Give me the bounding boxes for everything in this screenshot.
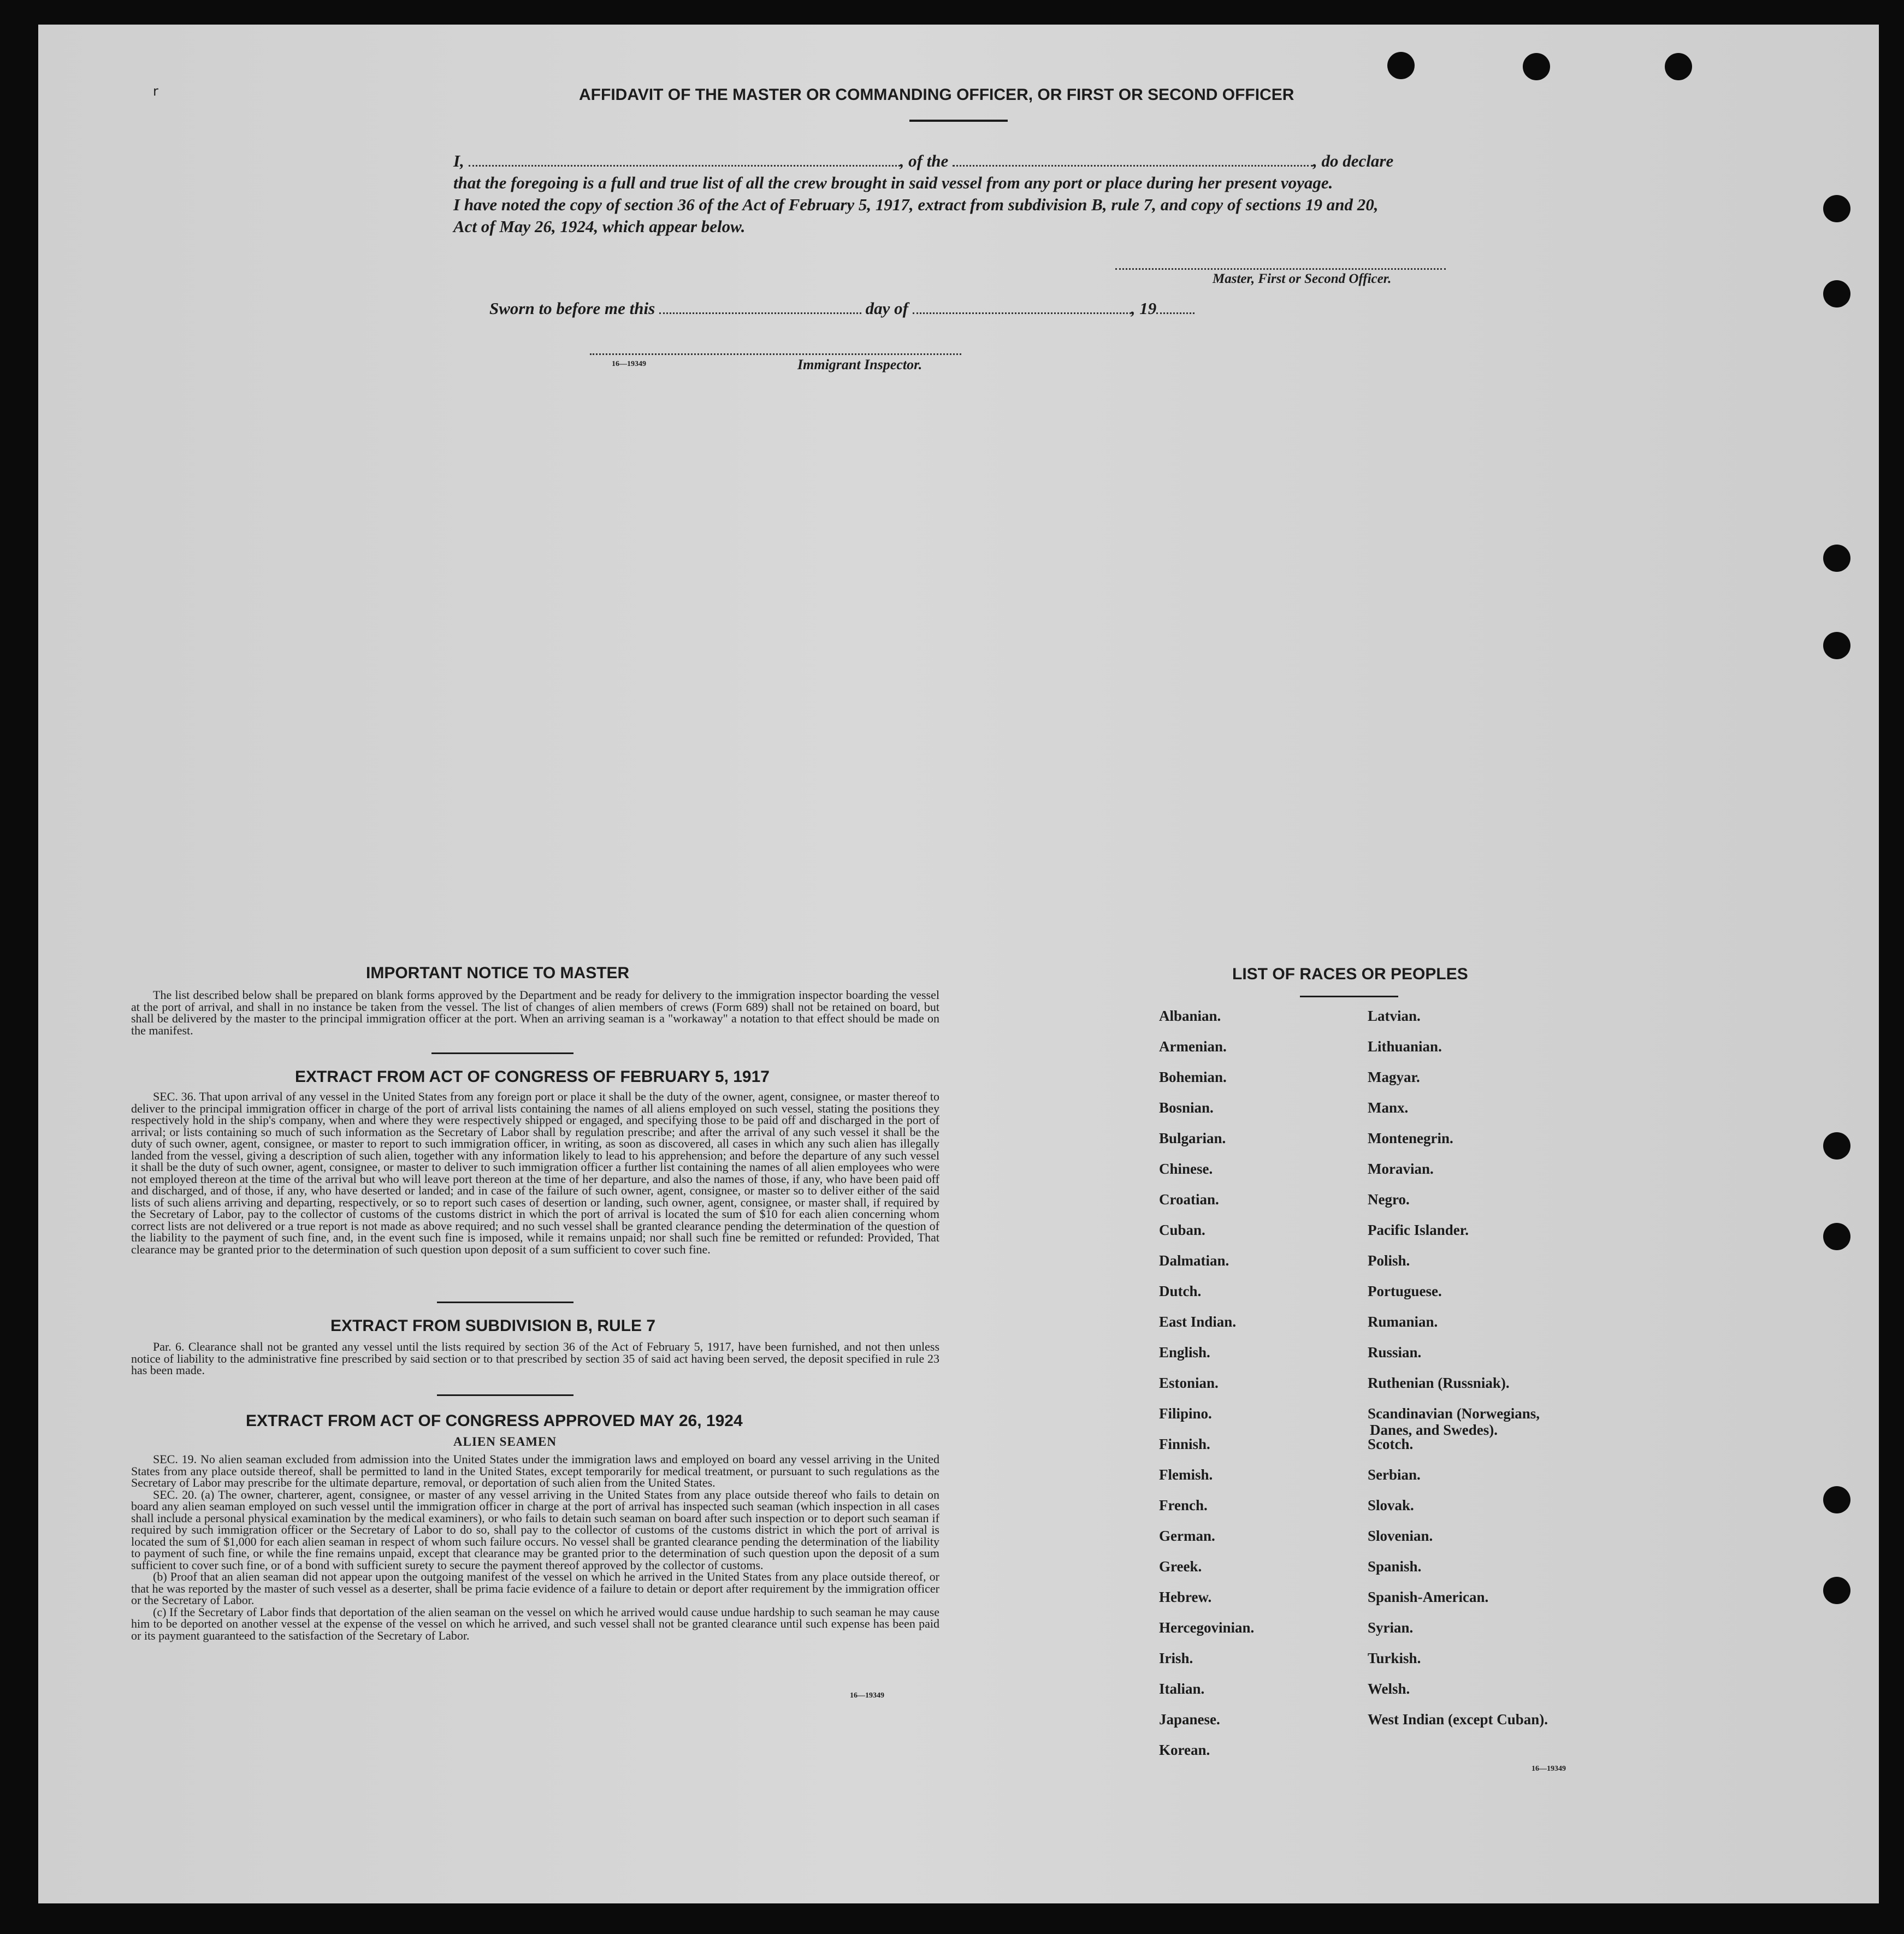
race-item: Pacific Islander. bbox=[1368, 1222, 1469, 1238]
race-item: Magyar. bbox=[1368, 1069, 1420, 1085]
affidavit-title: AFFIDAVIT OF THE MASTER OR COMMANDING OFFICER, OR FIRST OR SECOND OFFICER bbox=[579, 86, 1294, 104]
sworn-day-blank[interactable] bbox=[659, 309, 861, 314]
extract1-title: EXTRACT FROM ACT OF CONGRESS OF FEBRUARY 5, 1917 bbox=[295, 1068, 770, 1086]
race-item: Japanese. bbox=[1159, 1711, 1220, 1728]
race-item: Negro. bbox=[1368, 1191, 1410, 1208]
race-item: Bulgarian. bbox=[1159, 1130, 1226, 1146]
race-item: Turkish. bbox=[1368, 1650, 1421, 1666]
divider bbox=[431, 1052, 573, 1054]
punch-hole bbox=[1823, 632, 1850, 659]
notice-title: IMPORTANT NOTICE TO MASTER bbox=[366, 964, 630, 982]
extract1-body bbox=[131, 1091, 939, 1255]
sworn-month-blank[interactable] bbox=[913, 309, 1131, 314]
race-item: Danes, and Swedes). bbox=[1370, 1422, 1498, 1438]
divider bbox=[1300, 996, 1398, 997]
form-number: 16—19349 bbox=[1532, 1765, 1566, 1773]
race-item: Bosnian. bbox=[1159, 1099, 1214, 1116]
affidavit-i: I, bbox=[453, 151, 464, 170]
name-blank[interactable] bbox=[469, 162, 900, 167]
race-item: Dutch. bbox=[1159, 1283, 1202, 1299]
document-page bbox=[38, 25, 1879, 1903]
race-item: Latvian. bbox=[1368, 1008, 1421, 1024]
race-item: East Indian. bbox=[1159, 1314, 1237, 1330]
extract3-title: EXTRACT FROM ACT OF CONGRESS APPROVED MAY 26, 1924 bbox=[246, 1412, 743, 1430]
punch-hole bbox=[1823, 545, 1850, 572]
race-item: Armenian. bbox=[1159, 1038, 1227, 1055]
master-signature-line[interactable] bbox=[1115, 268, 1446, 270]
race-item: Ruthenian (Russniak). bbox=[1368, 1375, 1510, 1391]
year-blank[interactable] bbox=[1156, 309, 1195, 314]
race-item: Spanish. bbox=[1368, 1558, 1422, 1575]
divider bbox=[909, 120, 1008, 122]
punch-hole bbox=[1823, 1223, 1850, 1250]
race-item: Estonian. bbox=[1159, 1375, 1219, 1391]
sec36-text: SEC. 36. That upon arrival of any vessel in the United States from any foreign port or place it shall be the duty of the owner, agent, consignee, or master thereof to deliver to the principal immigration officer in charge of the port of arrival lists containing the names of all aliens employed on such vessel, stating the positions they respectively hold in the ship's company, when and where they were respectively shipped or engaged, and specifying those to be paid off and discharged in the port of arrival; or lists containing so much of such information as the Secretary of Labor shall by regulation prescribe; and after the arrival of any such vessel it shall be the duty of such owner, agent, consignee, or master to report to such immigration officer, in writing, as soon as discovered, all cases in which any such alien has illegally landed from the vessel, giving a description of such alien, together with any information likely to lead to his apprehension; and before the departure of any such vessel it shall be the duty of such owner, agent, consignee, or master to deliver to such immigration officer a further list containing the names of all alien employees who were not employed thereon at the time of the arrival but who will leave port thereon at the time of her departure, and also the names of those, if any, who have been paid off and discharged, and of those, if any, who have deserted or landed; and in case of the failure of such owner, agent, consignee, or master so to deliver either of the said lists of such aliens arriving and departing, respectively, or so to report such cases of desertion or landing, such owner, agent, consignee, or master shall, if required by the Secretary of Labor, pay to the collector of customs of the customs district in which the port of arrival is located the sum of $10 for each alien concerning whom correct lists are not delivered or a true report is not made as above required; and no such vessel shall be granted clearance pending the determination of the question of the liability to the payment of such fine, and, in the event such fine is imposed, while it remains unpaid; nor shall such fine be remitted or refunded: Provided, That clearance may be granted prior to the determination of such question upon deposit of a sum sufficient to cover such fine. bbox=[131, 1090, 939, 1256]
extract2-body bbox=[131, 1341, 939, 1376]
race-item: Welsh. bbox=[1368, 1681, 1410, 1697]
race-item: Moravian. bbox=[1368, 1161, 1434, 1177]
race-item: Filipino. bbox=[1159, 1405, 1212, 1422]
punch-hole bbox=[1823, 280, 1850, 307]
race-item: Dalmatian. bbox=[1159, 1252, 1229, 1269]
form-number: 16—19349 bbox=[612, 360, 646, 368]
race-item: Spanish-American. bbox=[1368, 1589, 1489, 1605]
race-item: Portuguese. bbox=[1368, 1283, 1442, 1299]
sec20c-text: (c) If the Secretary of Labor finds that deportation of the alien seaman on the vessel on which he arrived would cause undue hardship to such seaman he may cause him to be deported on another vessel at the expense of the vessel on which he arrived, and such vessel shall not be granted clearance until such expense has been paid or its payment guaranteed to the satisfaction of the Secretary of Labor. bbox=[131, 1605, 939, 1642]
race-item: Hebrew. bbox=[1159, 1589, 1212, 1605]
master-label: Master, First or Second Officer. bbox=[1213, 271, 1392, 286]
race-item: Bohemian. bbox=[1159, 1069, 1227, 1085]
punch-hole bbox=[1823, 1132, 1850, 1160]
race-item: Finnish. bbox=[1159, 1436, 1210, 1452]
race-item: Chinese. bbox=[1159, 1161, 1213, 1177]
par6-text: Par. 6. Clearance shall not be granted any vessel until the lists required by section 36 of the Act of February 5, 1917, have been furnished, and not then unless notice of liability to the administrative fine prescribed by said section or to that prescribed by section 35 of said act having been served, the deposit specified in rule 23 has been made. bbox=[131, 1340, 939, 1377]
race-item: Manx. bbox=[1368, 1099, 1409, 1116]
divider bbox=[437, 1302, 573, 1303]
sworn-line bbox=[489, 299, 1195, 318]
race-item: English. bbox=[1159, 1344, 1210, 1361]
punch-hole bbox=[1387, 52, 1415, 79]
divider bbox=[437, 1394, 573, 1396]
race-item: Italian. bbox=[1159, 1681, 1205, 1697]
race-item: Cuban. bbox=[1159, 1222, 1205, 1238]
notice-body bbox=[131, 989, 939, 1036]
race-item: Albanian. bbox=[1159, 1008, 1221, 1024]
race-item: Irish. bbox=[1159, 1650, 1193, 1666]
race-item: Montenegrin. bbox=[1368, 1130, 1453, 1146]
race-item: Lithuanian. bbox=[1368, 1038, 1442, 1055]
year-text: , 19 bbox=[1131, 299, 1157, 318]
inspector-label: Immigrant Inspector. bbox=[797, 357, 923, 372]
affidavit-line-1 bbox=[453, 151, 1393, 171]
inspector-signature-line[interactable] bbox=[590, 353, 961, 355]
race-item: Croatian. bbox=[1159, 1191, 1219, 1208]
races-title: LIST OF RACES OR PEOPLES bbox=[1232, 965, 1468, 983]
extract2-title: EXTRACT FROM SUBDIVISION B, RULE 7 bbox=[330, 1317, 656, 1335]
affidavit-of-the: , of the bbox=[900, 151, 949, 170]
race-item: French. bbox=[1159, 1497, 1208, 1513]
race-item: Hercegovinian. bbox=[1159, 1619, 1255, 1636]
extract3-subtitle: ALIEN SEAMEN bbox=[453, 1435, 557, 1448]
punch-hole bbox=[1523, 53, 1550, 80]
sec20a-text: SEC. 20. (a) The owner, charterer, agent, consignee, or master of any vessel arriving in the United States from any place outside thereof who fails to detain on board any alien seaman employed on such vessel until the immigration officer in charge at the port of arrival has inspected such seaman (which inspection in all cases shall include a personal physical examination by the medical examiners), or who fails to detain such seaman on board after such inspection or to deport such seaman if required by such immigration officer or the Secretary of Labor to do so, shall pay to the collector of customs of the customs district in which the port of arrival is located the sum of $1,000 for each alien seaman in respect of whom such failure occurs. No vessel shall be granted clearance pending the determination of the liability to payment of such fine, or while the fine remains unpaid, except that clearance may be granted prior to the determination of such question upon the deposit of a sum sufficient to cover such fine, or of a bond with sufficient surety to secure the payment thereof approved by the collector of customs. bbox=[131, 1487, 939, 1572]
notice-text: The list described below shall be prepared on blank forms approved by the Department and be ready for delivery to the immigration inspector boarding the vessel at the port of arrival, and shall in no instance be taken from the vessel. The list of changes of alien members of crews (Form 689) shall not be retained on board, but shall be delivered by the master to the principal immigration officer at the port. When an arriving seaman is a "workaway" a notation to that effect should be made on the manifest. bbox=[131, 988, 939, 1037]
race-item: Russian. bbox=[1368, 1344, 1422, 1361]
race-item: Flemish. bbox=[1159, 1466, 1213, 1483]
race-item: Polish. bbox=[1368, 1252, 1410, 1269]
affidavit-line-2: that the foregoing is a full and true list of all the crew brought in said vessel from any port or place during her present voyage. bbox=[453, 173, 1333, 192]
race-item: Scotch. bbox=[1368, 1436, 1414, 1452]
day-of-text: day of bbox=[865, 299, 908, 318]
race-item: Slovenian. bbox=[1368, 1528, 1433, 1544]
affidavit-declare: , do declare bbox=[1313, 151, 1394, 170]
edge-mark: r bbox=[153, 84, 158, 99]
extract3-body bbox=[131, 1453, 939, 1641]
punch-hole bbox=[1665, 53, 1692, 80]
race-item: Scandinavian (Norwegians, bbox=[1368, 1405, 1540, 1422]
race-item: Slovak. bbox=[1368, 1497, 1414, 1513]
punch-hole bbox=[1823, 1577, 1850, 1604]
form-number: 16—19349 bbox=[850, 1691, 884, 1700]
race-item: Korean. bbox=[1159, 1742, 1210, 1758]
vessel-blank[interactable] bbox=[953, 162, 1313, 167]
affidavit-line-3: I have noted the copy of section 36 of the Act of February 5, 1917, extract from subdivision B, rule 7, and copy of sections 19 and 20, bbox=[453, 195, 1379, 214]
sworn-text: Sworn to before me this bbox=[489, 299, 655, 318]
sec20b-text: (b) Proof that an alien seaman did not appear upon the outgoing manifest of the vessel on which he arrived in the United States from any place outside thereof, or that he was reported by the master of such vessel as a deserter, shall be prima facie evidence of a failure to detain or deport after requirement by the immigration officer or the Secretary of Labor. bbox=[131, 1570, 939, 1607]
race-item: Rumanian. bbox=[1368, 1314, 1438, 1330]
race-item: Serbian. bbox=[1368, 1466, 1421, 1483]
sec19-text: SEC. 19. No alien seaman excluded from admission into the United States under the immigration laws and employed on board any vessel arriving in the United States from any place outside thereof, shall be permitted to land in the United States, except temporarily for medical treatment, or pursuant to such regulations as the Secretary of Labor may prescribe for the ultimate departure, removal, or deportation of such alien from the United States. bbox=[131, 1452, 939, 1489]
punch-hole bbox=[1823, 1486, 1850, 1513]
race-item: Syrian. bbox=[1368, 1619, 1414, 1636]
race-item: Greek. bbox=[1159, 1558, 1202, 1575]
affidavit-line-4: Act of May 26, 1924, which appear below. bbox=[453, 217, 746, 236]
race-item: German. bbox=[1159, 1528, 1215, 1544]
race-item: West Indian (except Cuban). bbox=[1368, 1711, 1548, 1728]
punch-hole bbox=[1823, 195, 1850, 222]
